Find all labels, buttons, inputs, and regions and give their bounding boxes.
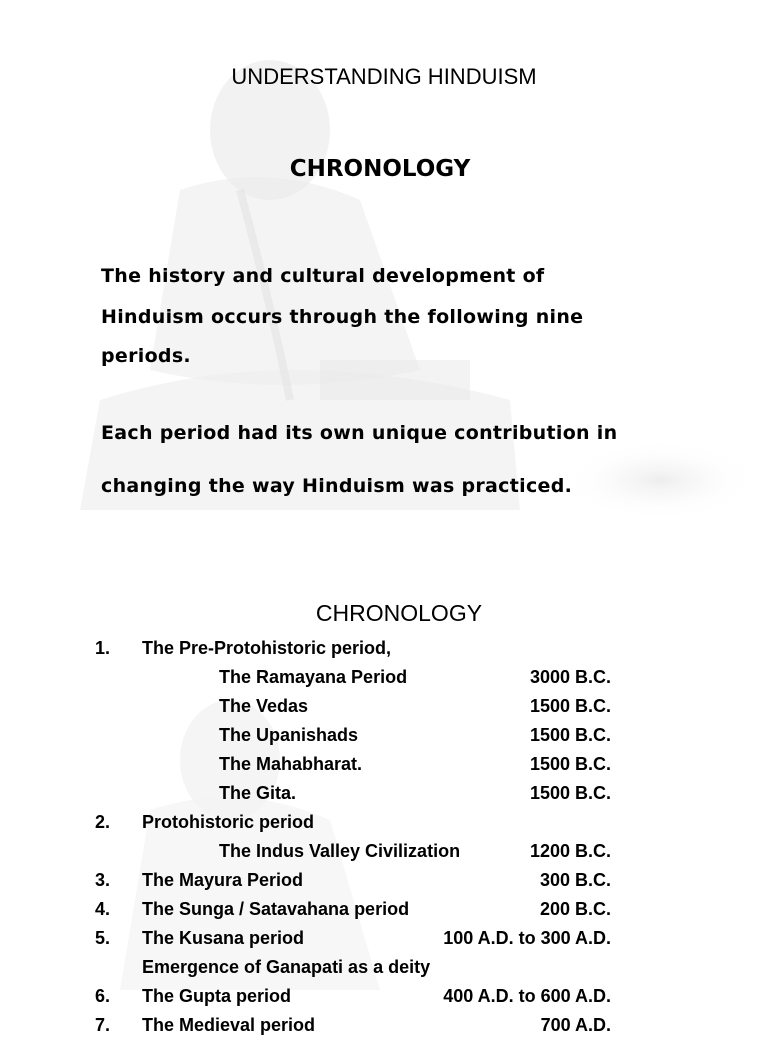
period-date: 1200 B.C. (529, 841, 611, 861)
period-date: 1500 B.C. (529, 725, 611, 745)
intro-line-1: The history and cultural development of (101, 265, 545, 287)
chronology-row (0, 839, 768, 868)
period-label: The Mayura Period (142, 870, 304, 890)
chronology-row (0, 955, 768, 984)
period-label: The Upanishads (219, 725, 359, 745)
period-label: The Pre-Protohistoric period, (142, 638, 392, 658)
period-label: The Mahabharat. (219, 754, 363, 774)
document-title: UNDERSTANDING HINDUISM (231, 64, 537, 89)
row-number: 3. (95, 870, 111, 890)
row-number: 2. (95, 812, 111, 832)
row-number: 4. (95, 899, 111, 919)
period-date: 100 A.D. to 300 A.D. (443, 928, 611, 948)
chronology-row (0, 781, 768, 810)
intro-line-2: Hinduism occurs through the following nine (101, 306, 584, 328)
row-number: 1. (95, 638, 111, 658)
intro-line-4: Each period had its own unique contribution in (101, 422, 618, 444)
period-date: 1500 B.C. (529, 696, 611, 716)
period-label: The Vedas (219, 696, 309, 716)
chronology-heading: CHRONOLOGY (315, 600, 483, 626)
period-date: 700 A.D. (540, 1015, 611, 1035)
period-label: The Indus Valley Civilization (219, 841, 461, 861)
chronology-row (0, 1013, 768, 1042)
period-date: 1500 B.C. (529, 754, 611, 774)
period-label: The Gita. (219, 783, 297, 803)
section-heading: CHRONOLOGY (289, 156, 471, 182)
period-label: The Gupta period (142, 986, 292, 1006)
chronology-row (0, 810, 768, 839)
row-number: 7. (95, 1015, 111, 1035)
period-label: The Medieval period (142, 1015, 316, 1035)
chronology-row (0, 694, 768, 723)
period-label: The Ramayana Period (219, 667, 408, 687)
chronology-list (0, 636, 768, 1042)
period-label: The Kusana period (142, 928, 305, 948)
row-number: 6. (95, 986, 111, 1006)
period-label: The Sunga / Satavahana period (142, 899, 410, 919)
period-date: 1500 B.C. (529, 783, 611, 803)
chronology-row (0, 723, 768, 752)
chronology-row (0, 665, 768, 694)
chronology-row (0, 984, 768, 1013)
period-label: Emergence of Ganapati as a deity (142, 957, 431, 977)
chronology-row (0, 897, 768, 926)
period-date: 400 A.D. to 600 A.D. (443, 986, 611, 1006)
intro-line-3: periods. (101, 345, 191, 367)
period-label: Protohistoric period (142, 812, 315, 832)
period-date: 300 B.C. (539, 870, 611, 890)
chronology-row (0, 868, 768, 897)
row-number: 5. (95, 928, 111, 948)
chronology-row (0, 636, 768, 665)
period-date: 200 B.C. (539, 899, 611, 919)
chronology-row (0, 926, 768, 955)
chronology-row (0, 752, 768, 781)
period-date: 3000 B.C. (529, 667, 611, 687)
intro-line-5: changing the way Hinduism was practiced. (101, 475, 573, 497)
